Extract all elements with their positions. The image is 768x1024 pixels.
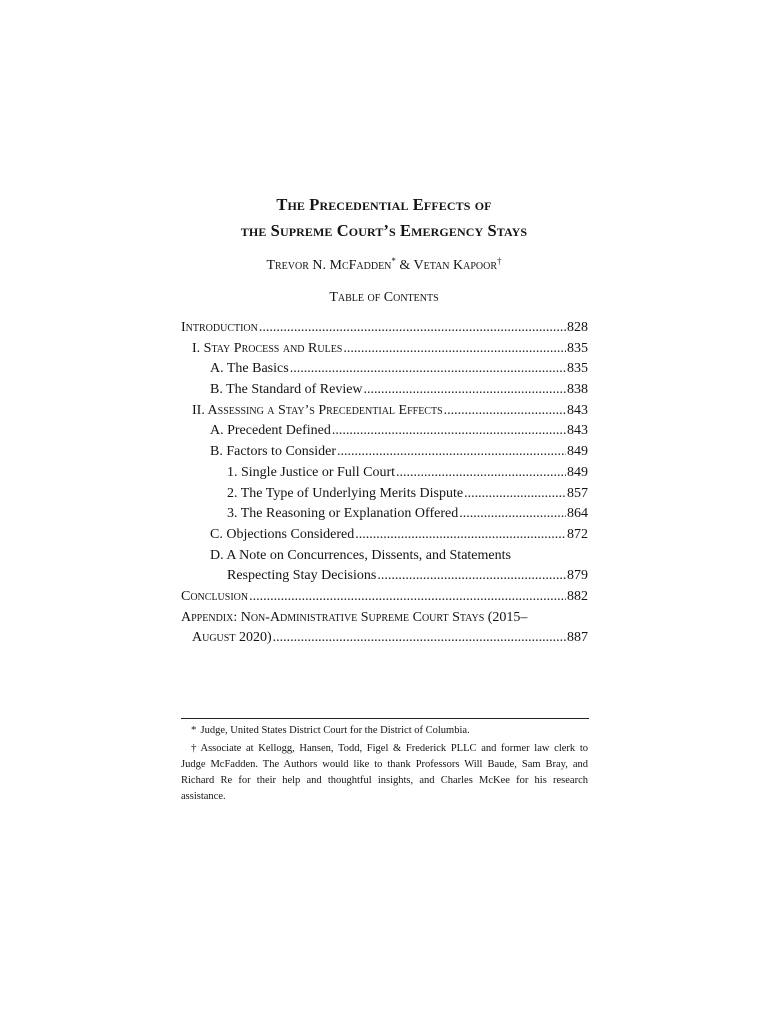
- toc-entry[interactable]: [181, 421, 588, 442]
- toc-entry[interactable]: [181, 318, 588, 339]
- dot-leader: [290, 359, 566, 380]
- toc-entry-title: B. The Standard of Review: [210, 382, 363, 398]
- toc-entry[interactable]: [181, 587, 588, 608]
- toc-entry[interactable]: [181, 359, 588, 380]
- footnote-text: Judge, United States District Court for the District of Columbia.: [200, 725, 470, 736]
- toc-page-number: 882: [567, 588, 588, 604]
- dot-leader: [364, 380, 566, 401]
- toc-entry[interactable]: [181, 484, 588, 505]
- toc-entry-title: Introduction: [181, 320, 258, 335]
- toc-entry-title: C. Objections Considered: [210, 526, 355, 542]
- toc-page-number: 872: [567, 526, 588, 542]
- dot-leader: [464, 484, 566, 505]
- toc-entry-title: 3. The Reasoning or Explanation Offered: [227, 506, 459, 522]
- author-name: Vetan Kapoor: [413, 258, 498, 273]
- toc-entry[interactable]: [181, 442, 588, 463]
- dot-leader: [459, 504, 566, 525]
- toc-page-number: 843: [567, 423, 588, 439]
- toc-entry-title: II. Assessing a Stay’s Precedential Effects: [192, 402, 443, 418]
- toc-entry[interactable]: [181, 380, 588, 401]
- toc-page-number: 857: [567, 485, 588, 501]
- toc-entry-continuation[interactable]: [181, 566, 588, 587]
- footnote-marker: *: [391, 256, 396, 266]
- toc-entry[interactable]: [181, 525, 588, 546]
- toc-page-number: 849: [567, 464, 588, 480]
- article-title-line-2: the Supreme Court’s Emergency Stays: [240, 221, 528, 240]
- dot-leader: [337, 442, 566, 463]
- dot-leader: [343, 339, 566, 360]
- toc-heading: Table of Contents: [329, 290, 439, 305]
- toc-page-number: 849: [567, 444, 588, 460]
- toc-entry-title-continued: Respecting Stay Decisions: [227, 568, 377, 584]
- article-title-line-1: The Precedential Effects of: [276, 195, 492, 214]
- toc-page-number: 828: [567, 320, 588, 335]
- toc-entry-title: A. The Basics: [210, 361, 289, 377]
- footnote-marker: *: [191, 724, 197, 736]
- toc-entry-first-line[interactable]: [181, 546, 588, 567]
- toc-page-number: 864: [567, 506, 588, 522]
- dot-leader: [444, 401, 566, 422]
- dot-leader: [377, 566, 566, 587]
- toc-entry-title: B. Factors to Consider: [210, 444, 336, 460]
- toc-entry[interactable]: [181, 463, 588, 484]
- toc-entry-title: D. A Note on Concurrences, Dissents, and Statements: [210, 547, 511, 563]
- toc-entry-title-continued: August 2020): [192, 630, 272, 646]
- toc-entry-first-line[interactable]: [181, 608, 588, 629]
- footnote-marker: †: [191, 742, 197, 754]
- dot-leader: [332, 421, 566, 442]
- toc-entry-continuation[interactable]: [181, 628, 588, 649]
- footnote-text: Associate at Kellogg, Hansen, Todd, Figel & Frederick PLLC and former law clerk to Judge McFadden. The Authors would like to thank Professors Will Baude, Sam Bray, and Richard Re for their help and thoughtful insights, and Charles McKee for his research assistance.: [181, 743, 588, 802]
- toc-entry-title: 2. The Type of Underlying Merits Dispute: [227, 485, 464, 501]
- toc-page-number: 879: [567, 568, 588, 584]
- dot-leader: [259, 318, 566, 339]
- toc-entry[interactable]: [181, 339, 588, 360]
- table-of-contents: [181, 318, 588, 649]
- toc-page-number: 887: [567, 630, 588, 646]
- author-line: [0, 258, 768, 274]
- toc-page-number: 835: [567, 340, 588, 356]
- toc-entry-title: Conclusion: [181, 588, 249, 604]
- toc-entry-title: 1. Single Justice or Full Court: [227, 464, 395, 480]
- footnote: [181, 722, 588, 739]
- dot-leader: [355, 525, 566, 546]
- footnote: [181, 740, 588, 805]
- footnote-divider: [181, 718, 589, 719]
- toc-page-number: 835: [567, 361, 588, 377]
- author-name: Trevor N. McFadden: [266, 258, 392, 273]
- toc-page-number: 843: [567, 402, 588, 418]
- toc-entry-title: Appendix: Non-Administrative Supreme Court Stays (2015–: [181, 609, 528, 625]
- footnote-marker: †: [497, 256, 502, 266]
- toc-entry[interactable]: [181, 401, 588, 422]
- dot-leader: [396, 463, 566, 484]
- toc-entry-title: I. Stay Process and Rules: [192, 340, 343, 356]
- author-separator: &: [395, 258, 414, 273]
- toc-page-number: 838: [567, 382, 588, 398]
- dot-leader: [273, 628, 566, 649]
- toc-entry-title: A. Precedent Defined: [210, 423, 331, 439]
- toc-entry[interactable]: [181, 504, 588, 525]
- dot-leader: [249, 587, 566, 608]
